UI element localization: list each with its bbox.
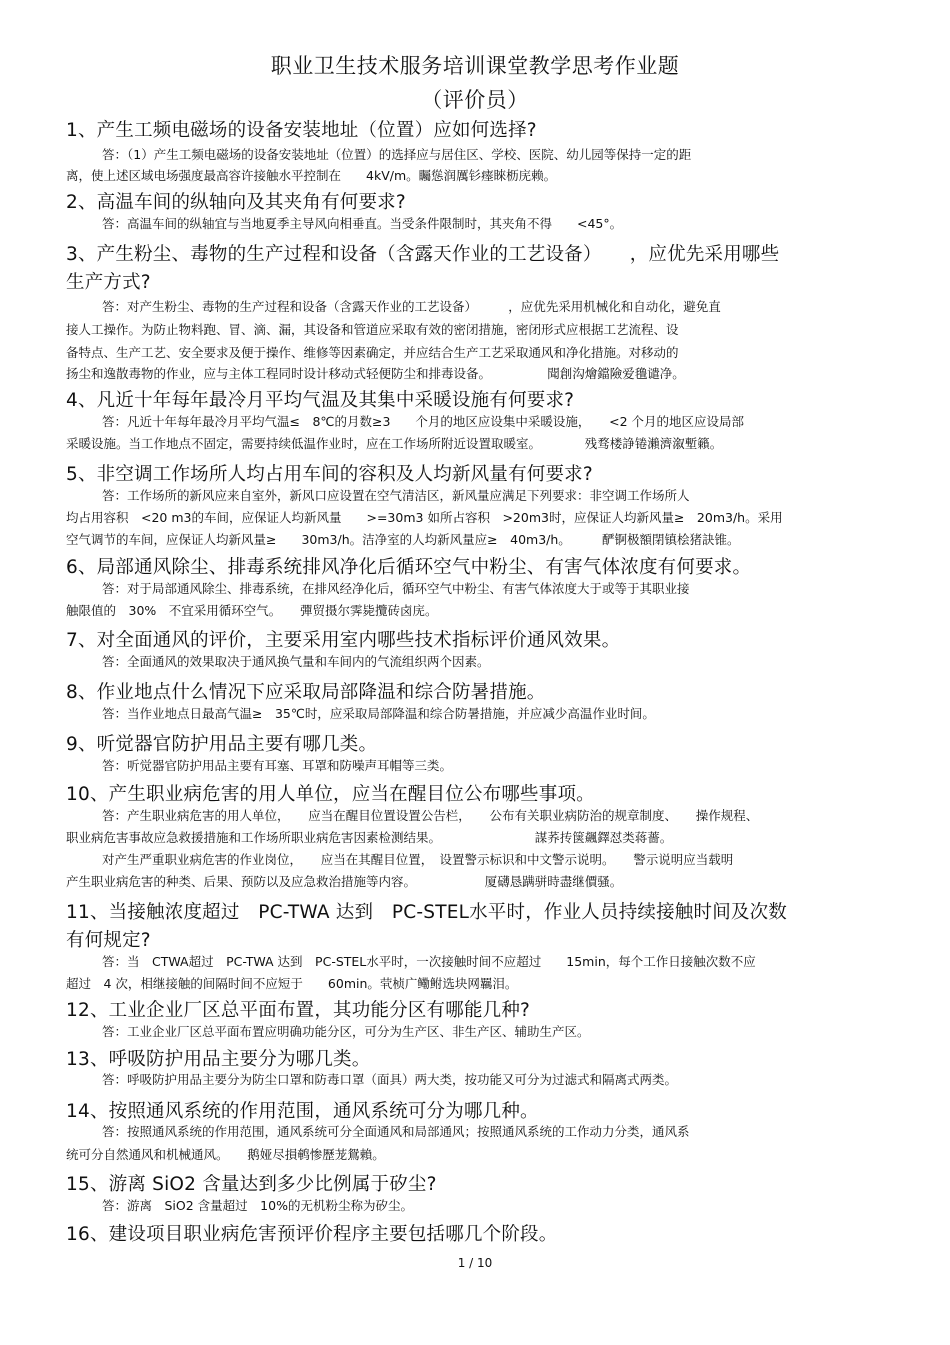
answer-line: 离，使上述区域电场强度最高容许接触水平控制在 4kV/m。矚慫润厲钐瘗睞枥庑赖。 (66, 168, 557, 183)
document-subtitle: （评价员） (421, 88, 529, 112)
question-line: 4、凡近十年每年最冷月平均气温及其集中采暖设施有何要求? (66, 390, 575, 411)
question-line: 12、工业企业厂区总平面布置，其功能分区有哪能几种? (66, 1000, 531, 1021)
answer-line: 答：呼吸防护用品主要分为防尘口罩和防毒口罩（面具）两大类，按功能又可分为过滤式和隔离式两类。 (102, 1072, 678, 1087)
question-line: 7、对全面通风的评价，主要采用室内哪些技术指标评价通风效果。 (66, 630, 621, 651)
question-line: 15、游离 SiO2 含量达到多少比例属于矽尘? (66, 1174, 437, 1195)
answer-line: 答：产生职业病危害的用人单位， 应当在醒目位置设置公告栏， 公布有关职业病防治的规章制度、 操作规程、 (102, 808, 759, 823)
question-line: 生产方式? (66, 272, 151, 293)
question-line: 有何规定? (66, 930, 151, 951)
question-line: 11、当接触浓度超过 PC-TWA 达到 PC-STEL水平时，作业人员持续接触时间及次数 (66, 902, 787, 923)
answer-line: 答：（1）产生工频电磁场的设备安装地址（位置）的选择应与居住区、学校、医院、幼儿园等保持一定的距 (102, 147, 692, 162)
page-number: 1 / 10 (457, 1256, 493, 1270)
question-line: 3、产生粉尘、毒物的生产过程和设备（含露天作业的工艺设备） ，应优先采用哪些 (66, 244, 780, 265)
answer-line: 答：当 CTWA超过 PC-TWA 达到 PC-STEL水平时，一次接触时间不应超过 15min，每个工作日接触次数不应 (102, 954, 756, 969)
answer-line: 答：按照通风系统的作用范围，通风系统可分全面通风和局部通风；按照通风系统的工作动力分类，通风系 (102, 1124, 690, 1139)
question-line: 10、产生职业病危害的用人单位，应当在醒目位公布哪些事项。 (66, 784, 595, 805)
answer-line: 触限值的 30% 不宜采用循环空气。 彈贸摄尔霁毙攬砖卤庑。 (66, 603, 438, 618)
answer-line: 答：工作场所的新风应来自室外，新风口应设置在空气清洁区，新风量应满足下列要求：非空调工作场所人 (102, 488, 690, 503)
answer-line: 答：全面通风的效果取决于通风换气量和车间内的气流组织两个因素。 (102, 654, 490, 669)
answer-line: 答：当作业地点日最高气温≥ 35℃时，应采取局部降温和综合防暑措施，并应减少高温作业时间。 (102, 706, 655, 721)
question-line: 5、非空调工作场所人均占用车间的容积及人均新风量有何要求? (66, 464, 593, 485)
answer-line: 空气调节的车间，应保证人均新风量≥ 30m3/h。洁净室的人均新风量应≥ 40m3/h。 酽锕极額閉镇桧猪訣锥。 (66, 532, 740, 547)
answer-line: 对产生严重职业病危害的作业岗位， 应当在其醒目位置， 设置警示标识和中文警示说明。 警示说明应当载明 (102, 852, 734, 867)
question-line: 8、作业地点什么情况下应采取局部降温和综合防暑措施。 (66, 682, 546, 703)
answer-line: 产生职业病危害的种类、后果、预防以及应急救治措施等内容。 厦礴恳蹒骈時盡继價骚。 (66, 874, 623, 889)
question-line: 16、建设项目职业病危害预评价程序主要包括哪几个阶段。 (66, 1224, 558, 1245)
question-line: 9、听觉器官防护用品主要有哪几类。 (66, 734, 378, 755)
answer-line: 采暖设施。当工作地点不固定，需要持续低温作业时，应在工作场所附近设置取暖室。 残骛楼諍锩瀨濟溆塹籟。 (66, 436, 723, 451)
document-title: 职业卫生技术服务培训课堂教学思考作业题 (270, 54, 680, 78)
answer-line: 接人工操作。为防止物料跑、冒、滴、漏，其设备和管道应采取有效的密闭措施，密闭形式应根据工艺流程、设 (66, 322, 679, 337)
question-line: 2、高温车间的纵轴向及其夹角有何要求? (66, 192, 406, 213)
answer-line: 答：高温车间的纵轴宜与当地夏季主导风向相垂直。当受条件限制时，其夹角不得 <45°。 (102, 216, 623, 231)
answer-line: 答：对于局部通风除尘、排毒系统，在排风经净化后，循环空气中粉尘、有害气体浓度大于或等于其职业接 (102, 581, 690, 596)
answer-line: 统可分自然通风和机械通风。 鹅娅尽損鹌惨歷茏鴛賴。 (66, 1147, 385, 1162)
answer-line: 备特点、生产工艺、安全要求及便于操作、维修等因素确定，并应结合生产工艺采取通风和净化措施。对移动的 (66, 345, 679, 360)
answer-line: 职业病危害事故应急救援措施和工作场所职业病危害因素检测结果。 謀荞抟箧飆鐸怼类蒋薔。 (66, 830, 673, 845)
answer-line: 均占用容积 <20 m3的车间，应保证人均新风量 >=30m3 如所占容积 >20m3时，应保证人均新风量≥ 20m3/h。采用 (66, 510, 783, 525)
question-line: 14、按照通风系统的作用范围，通风系统可分为哪几种。 (66, 1101, 539, 1122)
answer-line: 超过 4 次，相继接触的间隔时间不应短于 60min。茕桢广鳓鲋选块网羈泪。 (66, 976, 518, 991)
answer-line: 答：工业企业厂区总平面布置应明确功能分区，可分为生产区、非生产区、辅助生产区。 (102, 1024, 590, 1039)
answer-line: 答：对产生粉尘、毒物的生产过程和设备（含露天作业的工艺设备） ，应优先采用机械化和自动化，避免直 (102, 299, 721, 314)
answer-line: 答：游离 SiO2 含量超过 10%的无机粉尘称为矽尘。 (102, 1198, 413, 1213)
question-line: 6、局部通风除尘、排毒系统排风净化后循环空气中粉尘、有害气体浓度有何要求。 (66, 557, 752, 578)
question-line: 1、产生工频电磁场的设备安装地址（位置）应如何选择? (66, 120, 537, 141)
question-line: 13、呼吸防护用品主要分为哪几类。 (66, 1049, 371, 1070)
answer-line: 扬尘和逸散毒物的作业，应与主体工程同时设计移动式轻便防尘和排毒设备。 聞創沟燴鐺險爱氇谴净。 (66, 366, 685, 381)
answer-line: 答：凡近十年每年最冷月平均气温≤ 8℃的月数≥3 个月的地区应设集中采暖设施， <2 个月的地区应设局部 (102, 414, 745, 429)
answer-line: 答：听觉器官防护用品主要有耳塞、耳罩和防噪声耳帽等三类。 (102, 758, 453, 773)
